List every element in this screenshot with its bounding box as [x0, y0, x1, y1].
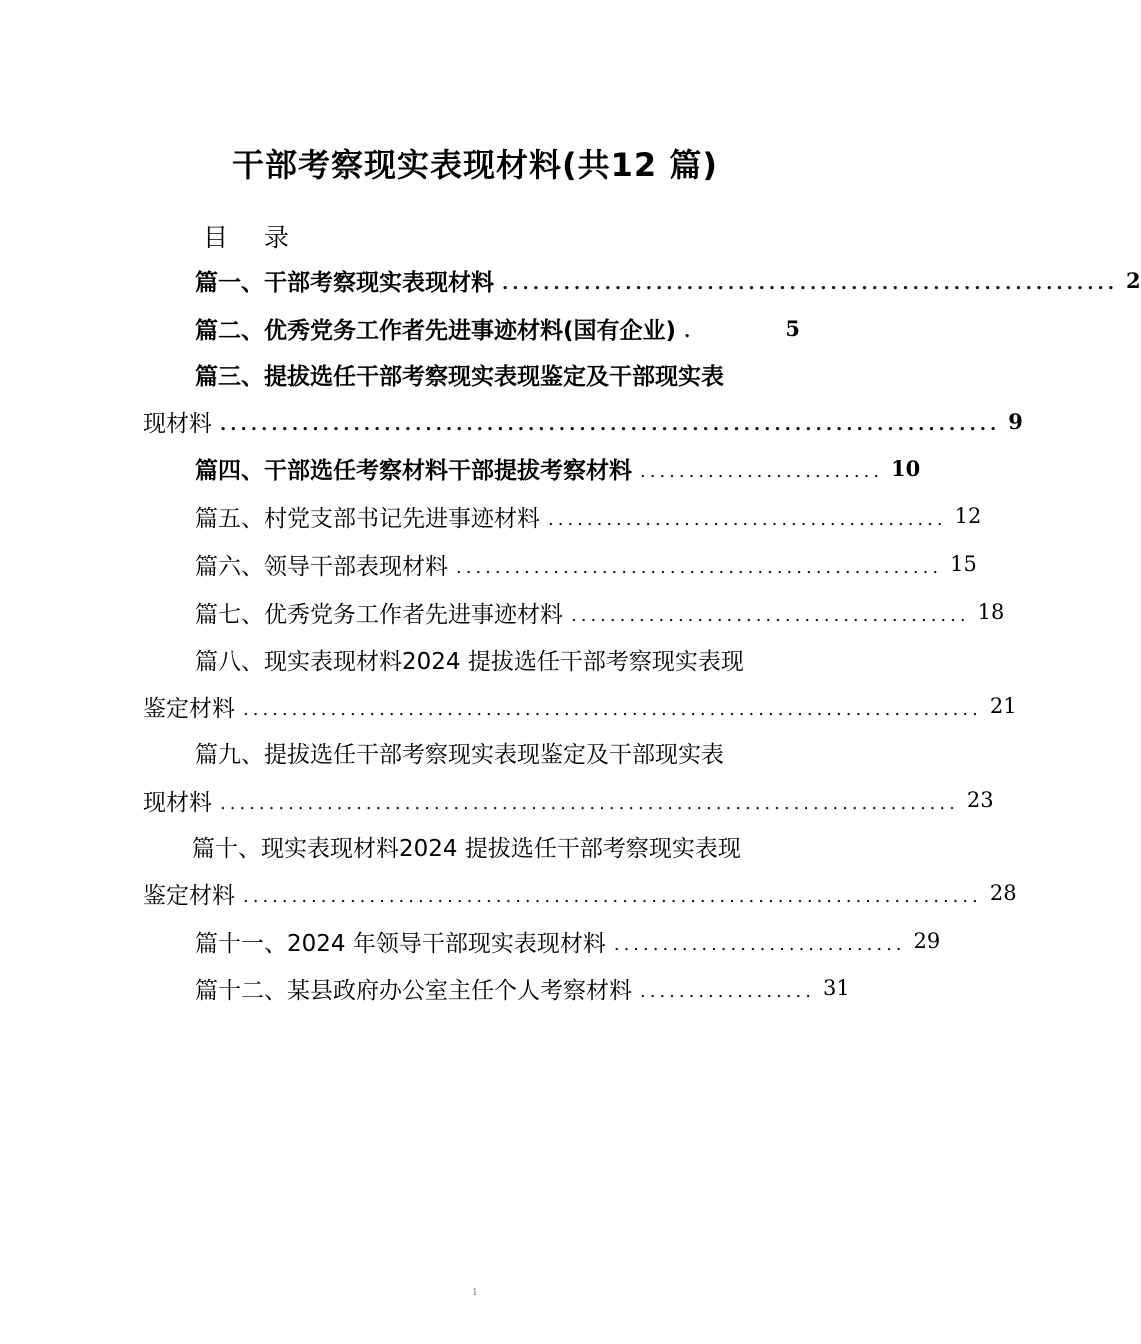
toc-leader-dots: .........................................	[571, 604, 970, 626]
toc-entry-page: 23	[966, 788, 994, 812]
toc-entry-label: 篇六、领导干部表现材料	[195, 553, 448, 580]
toc-leader-dots: .........................	[640, 460, 884, 482]
toc-entry[interactable]	[195, 642, 810, 676]
toc-entry[interactable]	[192, 829, 810, 863]
toc-heading: 目 录	[203, 223, 303, 252]
toc-entry-label-cont: 鉴定材料	[143, 695, 235, 722]
document-title: 干部考察现实表现材料(共12 篇)	[232, 146, 718, 184]
toc-entry[interactable]	[195, 735, 800, 769]
toc-leader-dots: ..................	[640, 980, 815, 1002]
toc-entry-label: 篇三、提拔选任干部考察现实表现鉴定及干部现实表	[195, 363, 724, 390]
toc-leader-dots: ..............................	[613, 933, 906, 955]
toc-entry-label: 篇二、优秀党务工作者先进事迹材料(国有企业)	[195, 317, 677, 344]
toc-entry[interactable]	[195, 547, 977, 581]
toc-entry-page: 18	[977, 600, 1005, 624]
toc-entry-label: 篇七、优秀党务工作者先进事迹材料	[195, 601, 563, 628]
toc-entry[interactable]	[195, 357, 800, 391]
toc-entry[interactable]	[195, 263, 1141, 297]
toc-entry-label-cont: 现材料	[143, 410, 212, 437]
toc-entry[interactable]	[195, 499, 982, 533]
toc-leader-dots: ............................................................................	[220, 792, 959, 814]
toc-entry-continuation[interactable]	[143, 876, 1017, 910]
toc-entry-label: 篇十、现实表现材料2024 提拔选任干部考察现实表现	[192, 835, 741, 862]
toc-entry-continuation[interactable]	[143, 783, 994, 817]
toc-entry-label: 篇五、村党支部书记先进事迹材料	[195, 505, 540, 532]
toc-entry-continuation[interactable]	[143, 689, 1017, 723]
toc-entry-label-cont: 现材料	[143, 789, 212, 816]
toc-entry-page: 15	[950, 552, 977, 576]
toc-leader-dots: ............................................................................	[220, 413, 1001, 435]
toc-leader-dots: ..................................................	[456, 556, 943, 578]
toc-leader-dots: ............................................................	[502, 272, 1118, 294]
footer-page-number: 1	[472, 1288, 478, 1298]
toc-entry-page: 9	[1008, 408, 1023, 434]
toc-leader-dots: .	[684, 320, 695, 342]
toc-entry[interactable]	[195, 451, 921, 485]
toc-entry-label: 篇八、现实表现材料2024 提拔选任干部考察现实表现	[195, 648, 744, 675]
toc-entry-page: 28	[989, 881, 1017, 905]
toc-leader-dots: ............................................................................	[243, 698, 982, 720]
toc-entry-page: 2	[1126, 267, 1141, 293]
toc-entry-label: 篇九、提拔选任干部考察现实表现鉴定及干部现实表	[195, 741, 724, 768]
toc-entry[interactable]	[195, 311, 800, 345]
toc-entry[interactable]	[195, 924, 941, 958]
toc-entry-page: 21	[989, 694, 1017, 718]
toc-entry[interactable]	[195, 971, 850, 1005]
toc-entry-label-cont: 鉴定材料	[143, 882, 235, 909]
toc-entry-page: 12	[954, 504, 982, 528]
toc-entry-page: 5	[785, 315, 800, 341]
toc-entry-continuation[interactable]	[143, 404, 1023, 438]
toc-leader-dots: ............................................................................	[243, 885, 982, 907]
toc-entry-label: 篇十二、某县政府办公室主任个人考察材料	[195, 977, 632, 1004]
toc-entry-label: 篇一、干部考察现实表现材料	[195, 269, 494, 296]
toc-leader-dots: .........................................	[548, 508, 947, 530]
toc-entry-label: 篇十一、2024 年领导干部现实表现材料	[195, 930, 606, 957]
toc-entry[interactable]	[195, 595, 1005, 629]
toc-entry-page: 31	[823, 976, 850, 1000]
toc-entry-page: 29	[913, 929, 941, 953]
toc-entry-label: 篇四、干部选任考察材料干部提拔考察材料	[195, 457, 632, 484]
toc-entry-page: 10	[891, 455, 921, 481]
